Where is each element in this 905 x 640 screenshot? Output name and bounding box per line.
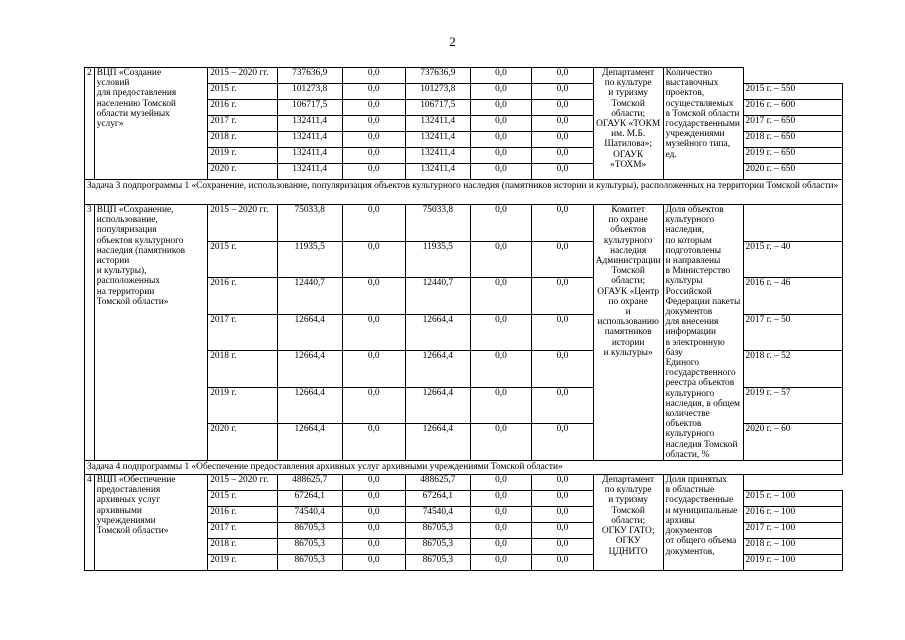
indicator-cell [663, 205, 743, 461]
table-row [85, 523, 905, 539]
executor-cell-line: Департамент [602, 475, 655, 486]
empty-cell [843, 180, 905, 205]
executor-cell-line: Департамент [602, 68, 655, 78]
indicator-cell-line: государственными [665, 119, 740, 130]
value-cell: 0,0 [532, 205, 594, 242]
period-cell: 2015 г. [208, 84, 278, 100]
program-title-line: Томской области» [96, 526, 169, 537]
value-cell: 86705,3 [277, 539, 342, 555]
value-cell: 0,0 [342, 205, 405, 242]
value-cell: 0,0 [532, 424, 594, 461]
value-cell: 0,0 [532, 164, 594, 180]
value-cell: 0,0 [470, 555, 532, 571]
value-cell: 0,0 [342, 164, 405, 180]
program-title-line: области музейных [96, 108, 170, 119]
period-cell: 2016 г. [208, 100, 278, 116]
target-value-cell [743, 205, 843, 242]
value-cell: 737636,9 [405, 68, 470, 84]
indicator-cell-line: Доля принятых [665, 475, 727, 486]
task-row [85, 180, 905, 205]
value-cell: 0,0 [532, 507, 594, 523]
period-cell: 2015 – 2020 гг. [208, 475, 278, 491]
period-cell: 2019 г. [208, 148, 278, 164]
value-cell: 106717,5 [405, 100, 470, 116]
value-cell: 0,0 [342, 523, 405, 539]
value-cell: 86705,3 [405, 523, 470, 539]
value-cell: 12664,4 [277, 314, 342, 351]
target-value-cell [743, 68, 843, 84]
program-title-line: использование, [96, 215, 158, 226]
period-cell: 2015 – 2020 гг. [208, 68, 278, 84]
value-cell: 12440,7 [277, 278, 342, 315]
program-title [94, 475, 208, 571]
executor-cell-line: и туризму [608, 495, 649, 506]
table-row [85, 555, 905, 571]
indicator-cell-line: информации [665, 327, 716, 338]
indicator-cell-line: архивы документов [665, 515, 713, 537]
executor-cell-line: Томской области; [611, 266, 646, 287]
executor-cell-line: и туризму [608, 88, 649, 99]
indicator-cell-line: культурного [665, 388, 715, 399]
program-title-line: архивными [96, 505, 142, 516]
indicator-cell [663, 475, 743, 571]
period-cell: 2017 г. [208, 116, 278, 132]
value-cell: 132411,4 [277, 164, 342, 180]
value-cell: 86705,3 [277, 523, 342, 539]
executor-cell-line: ОГАУК «Центр [597, 286, 660, 297]
value-cell: 132411,4 [405, 116, 470, 132]
value-cell: 0,0 [342, 314, 405, 351]
program-title [94, 205, 208, 461]
period-cell: 2018 г. [208, 132, 278, 148]
value-cell: 101273,8 [405, 84, 470, 100]
target-value-cell: 2015 г. – 40 [743, 241, 843, 278]
value-cell: 12664,4 [405, 314, 470, 351]
table-row [85, 100, 905, 116]
value-cell: 0,0 [532, 523, 594, 539]
table-row [85, 278, 905, 315]
table-row [85, 84, 905, 100]
executor-cell-line: по охране [608, 296, 648, 307]
indicator-cell-line: по которым [665, 235, 712, 246]
program-title-line: Томской области» [96, 296, 169, 307]
executor-cell-line: ОГКУ ЦДНИТО [608, 536, 648, 557]
value-cell: 0,0 [342, 68, 405, 84]
value-cell: 0,0 [470, 314, 532, 351]
value-cell: 0,0 [532, 539, 594, 555]
row-index: 3 [85, 205, 95, 461]
value-cell: 0,0 [342, 491, 405, 507]
value-cell: 0,0 [470, 523, 532, 539]
task-row [85, 461, 905, 475]
value-cell: 0,0 [342, 475, 405, 491]
value-cell: 0,0 [532, 241, 594, 278]
indicator-cell-line: количестве объектов [665, 409, 710, 430]
table-row [85, 68, 905, 84]
period-cell: 2015 г. [208, 491, 278, 507]
value-cell: 74540,4 [277, 507, 342, 523]
target-value-cell: 2017 г. – 100 [743, 523, 843, 539]
target-value-cell: 2017 г. – 650 [743, 116, 843, 132]
value-cell: 101273,8 [277, 84, 342, 100]
program-title-line: объектов культурного [96, 235, 184, 246]
program-title-line: учреждениями [96, 515, 156, 526]
table-row [85, 241, 905, 278]
value-cell: 132411,4 [405, 148, 470, 164]
program-title-line: и культуры), [96, 266, 147, 277]
table-row [85, 148, 905, 164]
value-cell: 106717,5 [277, 100, 342, 116]
value-cell: 0,0 [532, 84, 594, 100]
value-cell: 0,0 [532, 387, 594, 424]
table-row [85, 132, 905, 148]
value-cell: 11935,5 [277, 241, 342, 278]
value-cell: 67264,1 [405, 491, 470, 507]
value-cell: 0,0 [470, 164, 532, 180]
table-row [85, 539, 905, 555]
indicator-cell [663, 68, 743, 180]
indicator-cell-line: Федерации пакеты [665, 296, 741, 307]
target-value-cell: 2015 г. – 100 [743, 491, 843, 507]
value-cell: 0,0 [470, 539, 532, 555]
value-cell: 0,0 [532, 475, 594, 491]
indicator-cell-line: в Томской области [665, 108, 740, 119]
indicator-cell-line: в электронную базу [665, 337, 725, 358]
program-title-line: расположенных [96, 276, 160, 287]
value-cell: 0,0 [342, 351, 405, 388]
program-title-line: услуг» [96, 119, 124, 130]
indicator-cell-line: Количество [665, 68, 713, 78]
executor-cell-line: ОГАУК «ТОХМ» [610, 149, 647, 170]
executor-cell [593, 475, 663, 571]
value-cell: 12664,4 [277, 351, 342, 388]
program-title-line: на территории [96, 286, 155, 297]
period-cell: 2020 г. [208, 424, 278, 461]
value-cell: 12664,4 [277, 424, 342, 461]
table-row [85, 314, 905, 351]
value-cell: 0,0 [470, 351, 532, 388]
program-title-line: населению Томской [96, 98, 176, 109]
program-title-line: наследия (памятников [96, 245, 186, 256]
target-value-cell: 2016 г. – 600 [743, 100, 843, 116]
value-cell: 132411,4 [405, 132, 470, 148]
executor-cell-line: Администрации [595, 256, 661, 267]
value-cell: 0,0 [342, 555, 405, 571]
value-cell: 86705,3 [405, 555, 470, 571]
table-row [85, 491, 905, 507]
indicator-cell-line: в Министерство [665, 266, 731, 277]
indicator-cell-line: культуры Российской [665, 276, 712, 297]
value-cell: 0,0 [532, 351, 594, 388]
table-row [85, 351, 905, 388]
indicator-cell-line: в областные [665, 485, 715, 496]
program-title-line: ВЦП «Сохранение, [96, 205, 174, 215]
table-row [85, 116, 905, 132]
value-cell: 12664,4 [405, 387, 470, 424]
task-heading: Задача 4 подпрограммы 1 «Обеспечение предоставления архивных услуг архивными учреждениями Томской области» [85, 461, 843, 475]
executor-cell-line: по культуре [604, 485, 652, 496]
executor-cell-line: ОГАУК «ТОКМ [596, 119, 661, 130]
value-cell: 488625,7 [277, 475, 342, 491]
indicator-cell-line: Доля объектов [665, 205, 724, 215]
executor-cell [593, 68, 663, 180]
executor-cell-line: памятников [604, 327, 652, 338]
target-value-cell: 2018 г. – 100 [743, 539, 843, 555]
value-cell: 0,0 [532, 116, 594, 132]
value-cell: 12664,4 [405, 351, 470, 388]
indicator-cell-line: и направлены [665, 256, 721, 267]
indicator-cell-line: осуществляемых [665, 98, 734, 109]
indicator-cell-line: от общего объема [665, 536, 737, 547]
executor-cell-line: Комитет [611, 205, 645, 215]
indicator-cell-line: государственного [665, 368, 736, 379]
value-cell: 0,0 [342, 387, 405, 424]
table-row [85, 507, 905, 523]
executor-cell-line: ОГКУ ГАТО; [601, 526, 655, 537]
executor-cell-line: Томской области; [611, 505, 646, 526]
empty-cell [843, 461, 905, 475]
value-cell: 86705,3 [405, 539, 470, 555]
value-cell: 0,0 [470, 148, 532, 164]
target-value-cell: 2019 г. – 650 [743, 148, 843, 164]
program-title-line: ВЦП «Создание [96, 68, 162, 78]
row-index: 2 [85, 68, 95, 180]
value-cell: 0,0 [470, 278, 532, 315]
task-heading: Задача 3 подпрограммы 1 «Сохранение, использование, популяризация объектов культурного наследия (памятников истории и культуры), расположенных на территории Томской области» [85, 180, 843, 205]
indicator-cell-line: культурного [665, 429, 715, 440]
indicator-cell-line: учреждениями [665, 129, 725, 140]
value-cell: 0,0 [342, 132, 405, 148]
target-value-cell: 2016 г. – 46 [743, 278, 843, 315]
target-value-cell: 2019 г. – 100 [743, 555, 843, 571]
value-cell: 0,0 [470, 84, 532, 100]
page-number: 2 [449, 34, 456, 49]
program-title-line: предоставления [96, 485, 161, 496]
period-cell: 2015 – 2020 гг. [208, 205, 278, 242]
indicator-cell-line: культурного [665, 215, 715, 226]
value-cell: 12664,4 [277, 387, 342, 424]
value-cell: 0,0 [470, 491, 532, 507]
value-cell: 12664,4 [405, 424, 470, 461]
value-cell: 0,0 [342, 116, 405, 132]
target-value-cell: 2016 г. – 100 [743, 507, 843, 523]
table-row [85, 475, 905, 491]
value-cell: 67264,1 [277, 491, 342, 507]
target-value-cell [743, 475, 843, 491]
period-cell: 2016 г. [208, 507, 278, 523]
indicator-cell-line: наследия Томской [665, 439, 738, 450]
executor-cell-line: наследия [610, 245, 647, 256]
target-value-cell: 2020 г. – 650 [743, 164, 843, 180]
program-title [94, 68, 208, 180]
indicator-cell-line: для внесения [665, 317, 719, 328]
value-cell: 132411,4 [277, 148, 342, 164]
value-cell: 132411,4 [277, 132, 342, 148]
value-cell: 0,0 [470, 241, 532, 278]
value-cell: 0,0 [342, 241, 405, 278]
executor-cell-line: и использованию [597, 307, 659, 328]
value-cell: 75033,8 [405, 205, 470, 242]
value-cell: 0,0 [532, 132, 594, 148]
indicator-cell-line: области, % [665, 449, 710, 460]
executor-cell-line: по охране [608, 215, 648, 226]
value-cell: 0,0 [470, 100, 532, 116]
indicator-cell-line: Единого [665, 358, 700, 369]
indicator-cell-line: выставочных [665, 78, 719, 89]
indicator-cell-line: наследия, в общем [665, 398, 740, 409]
indicator-cell-line: подготовлены [665, 245, 722, 256]
executor-cell-line: истории [611, 337, 645, 348]
table-row [85, 387, 905, 424]
executor-cell-line: и культуры» [603, 347, 653, 358]
value-cell: 0,0 [342, 148, 405, 164]
period-cell: 2018 г. [208, 539, 278, 555]
executor-cell-line: по культуре [604, 78, 652, 89]
indicator-cell-line: документов, [665, 546, 715, 557]
indicator-cell-line: проектов, [665, 88, 705, 99]
executor-cell-line: объектов [610, 225, 647, 236]
value-cell: 132411,4 [277, 116, 342, 132]
program-title-line: условий [96, 78, 130, 89]
period-cell: 2017 г. [208, 523, 278, 539]
indicator-cell-line: и муниципальные [665, 505, 738, 516]
period-cell: 2016 г. [208, 278, 278, 315]
indicator-cell-line: документов [665, 307, 713, 318]
value-cell: 0,0 [470, 507, 532, 523]
value-cell: 74540,4 [405, 507, 470, 523]
period-cell: 2015 г. [208, 241, 278, 278]
row-index: 4 [85, 475, 95, 571]
table-row [85, 164, 905, 180]
value-cell: 75033,8 [277, 205, 342, 242]
target-value-cell: 2015 г. – 550 [743, 84, 843, 100]
value-cell: 0,0 [532, 100, 594, 116]
table-row [85, 205, 905, 242]
table-row [85, 424, 905, 461]
value-cell: 0,0 [532, 278, 594, 315]
executor-cell-line: им. М.Б. Шатилова»; [604, 129, 652, 150]
value-cell: 0,0 [470, 205, 532, 242]
value-cell: 0,0 [470, 424, 532, 461]
target-value-cell: 2019 г. – 57 [743, 387, 843, 424]
value-cell: 488625,7 [405, 475, 470, 491]
value-cell: 0,0 [532, 148, 594, 164]
value-cell: 86705,3 [277, 555, 342, 571]
value-cell: 0,0 [470, 132, 532, 148]
period-cell: 2019 г. [208, 555, 278, 571]
indicator-cell-line: государственные [665, 495, 734, 506]
value-cell: 0,0 [342, 278, 405, 315]
value-cell: 0,0 [342, 424, 405, 461]
target-value-cell: 2020 г. – 60 [743, 424, 843, 461]
program-table [84, 67, 905, 571]
value-cell: 0,0 [470, 116, 532, 132]
indicator-cell-line: музейного типа, ед. [665, 139, 731, 160]
target-value-cell: 2017 г. – 50 [743, 314, 843, 351]
value-cell: 0,0 [342, 539, 405, 555]
value-cell: 0,0 [342, 507, 405, 523]
value-cell: 11935,5 [405, 241, 470, 278]
executor-cell [593, 205, 663, 461]
value-cell: 0,0 [532, 491, 594, 507]
value-cell: 0,0 [532, 68, 594, 84]
target-value-cell: 2018 г. – 52 [743, 351, 843, 388]
indicator-cell-line: реестра объектов [665, 378, 735, 389]
value-cell: 0,0 [342, 100, 405, 116]
period-cell: 2020 г. [208, 164, 278, 180]
period-cell: 2019 г. [208, 387, 278, 424]
value-cell: 132411,4 [405, 164, 470, 180]
program-title-line: архивных услуг [96, 495, 161, 506]
value-cell: 0,0 [342, 84, 405, 100]
target-value-cell: 2018 г. – 650 [743, 132, 843, 148]
program-title-line: ВЦП «Обеспечение [96, 475, 176, 486]
value-cell: 0,0 [532, 314, 594, 351]
value-cell: 0,0 [532, 555, 594, 571]
value-cell: 0,0 [470, 68, 532, 84]
program-title-line: для предоставления [96, 88, 177, 99]
executor-cell-line: Томской области; [611, 98, 646, 119]
value-cell: 0,0 [470, 475, 532, 491]
period-cell: 2018 г. [208, 351, 278, 388]
executor-cell-line: культурного [603, 235, 653, 246]
program-title-line: истории [96, 256, 130, 267]
value-cell: 737636,9 [277, 68, 342, 84]
indicator-cell-line: наследия, [665, 225, 705, 236]
value-cell: 12440,7 [405, 278, 470, 315]
period-cell: 2017 г. [208, 314, 278, 351]
program-title-line: популяризация [96, 225, 157, 236]
value-cell: 0,0 [470, 387, 532, 424]
